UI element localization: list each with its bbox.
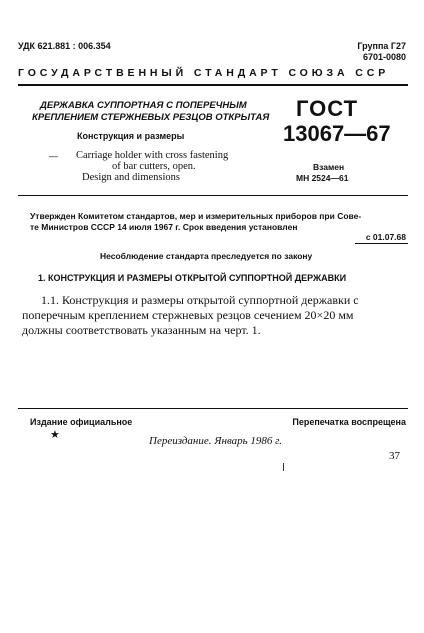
law-notice: Несоблюдение стандарта преследуется по закону — [100, 251, 313, 261]
reprint-notice: Перепечатка воспрещена — [292, 417, 406, 427]
approval-line1: Утвержден Комитетом стандартов, мер и измерительных приборов при Сове- — [30, 211, 362, 221]
paragraph-line1: 1.1. Конструкция и размеры открытой суппортной державки с — [41, 293, 359, 307]
gost-number: 13067—67 — [283, 121, 391, 146]
title-ru-line2: КРЕПЛЕНИЕМ СТЕРЖНЕВЫХ РЕЗЦОВ ОТКРЫТАЯ — [32, 112, 270, 123]
date-underline — [355, 243, 408, 244]
approval-date: с 01.07.68 — [365, 232, 406, 242]
okp-code: 6701-0080 — [362, 52, 406, 62]
replaced-value: МН 2524—61 — [296, 173, 349, 183]
section-heading: 1. КОНСТРУКЦИЯ И РАЗМЕРЫ ОТКРЫТОЙ СУППОРТНОЙ ДЕРЖАВКИ — [38, 273, 347, 283]
page-number: 37 — [389, 450, 400, 462]
title-en-line3: Design and dimensions — [82, 172, 180, 183]
replaced-label: Взамен — [313, 162, 345, 172]
paragraph-line3: должны соответствовать указанным на черт. 1. — [22, 323, 261, 337]
udc-code: УДК 621.881 : 006.354 — [18, 41, 111, 51]
title-en-line1: Carriage holder with cross fastening — [76, 150, 229, 161]
standard-name: ГОСУДАРСТВЕННЫЙ СТАНДАРТ СОЮЗА ССР — [18, 67, 390, 79]
gost-label: ГОСТ — [296, 96, 359, 121]
star-icon: ★ — [50, 429, 60, 441]
title-en-line2: of bar cutters, open. — [112, 161, 196, 172]
title-dash: — — [49, 151, 58, 161]
subtitle-ru: Конструкция и размеры — [77, 131, 185, 141]
print-speck — [283, 463, 284, 471]
title-ru-line1: ДЕРЖАВКА СУППОРТНАЯ С ПОПЕРЕЧНЫМ — [40, 100, 247, 111]
official-edition: Издание официальное — [30, 417, 133, 427]
title-divider — [18, 195, 408, 196]
paragraph-line2: поперечным креплением стержневых резцов сечением 20×20 мм — [22, 308, 354, 322]
group-code: Группа Г27 — [357, 41, 406, 51]
footer-divider — [18, 408, 408, 409]
approval-line2: те Министров СССР 14 июля 1967 г. Срок введения установлен — [30, 222, 298, 232]
reissue-note: Переиздание. Январь 1986 г. — [149, 435, 283, 447]
header-divider — [18, 84, 408, 86]
